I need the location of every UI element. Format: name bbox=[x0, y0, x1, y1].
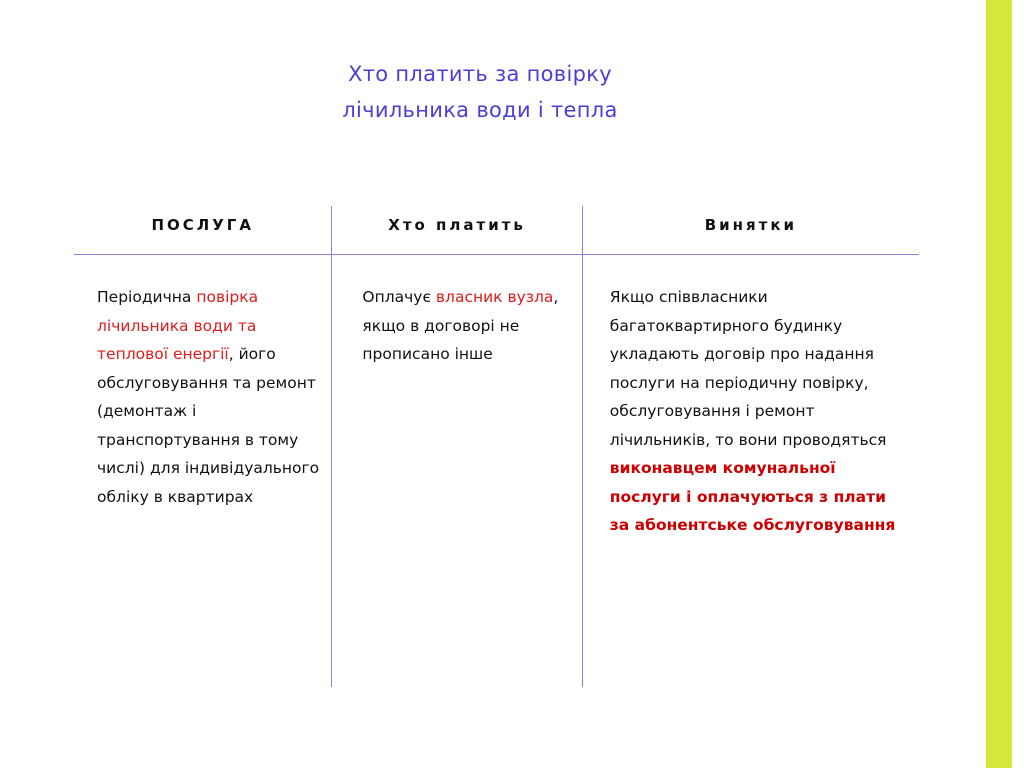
accent-bar-inner-decoration bbox=[1012, 0, 1024, 768]
table-header-cell-payer bbox=[332, 206, 582, 254]
page-title bbox=[0, 56, 960, 128]
table-header-label-service: ПОСЛУГА bbox=[151, 216, 254, 234]
service-text-highlight: повірка лічильника води та теплової енергії bbox=[97, 288, 259, 363]
table-cell-service bbox=[74, 255, 332, 687]
table-header-row bbox=[74, 206, 919, 255]
table-header-label-payer: Хто платить bbox=[388, 216, 526, 234]
table-header-cell-exceptions bbox=[583, 206, 919, 254]
table-cell-exceptions-text bbox=[583, 255, 919, 540]
service-text-part-2: , його обслуговування та ремонт (демонтаж і транспортування в тому числі) для індивідуального обліку в квартирах bbox=[97, 345, 320, 506]
table-header-cell-service bbox=[74, 206, 332, 254]
page-title-line-2: лічильника води і тепла bbox=[342, 98, 618, 122]
table-cell-service-text bbox=[74, 255, 331, 511]
table-row bbox=[74, 255, 919, 687]
payer-text-part-1: Оплачує bbox=[362, 288, 436, 306]
accent-bar-decoration bbox=[986, 0, 1024, 768]
payer-text-part-2: , якщо в договорі не прописано інше bbox=[362, 288, 559, 363]
comparison-table bbox=[74, 206, 919, 688]
table-cell-exceptions bbox=[583, 255, 919, 687]
table-header-label-exceptions: Винятки bbox=[704, 216, 798, 234]
exceptions-text-part-1: Якщо співвласники багатоквартирного будинку укладають договір про надання послуги на періодичну повірку, обслуговування і ремонт лічильників, то вони проводяться bbox=[609, 288, 887, 449]
service-text-part-1: Періодична bbox=[97, 288, 197, 306]
table-cell-payer-text bbox=[332, 255, 581, 369]
exceptions-text-highlight: виконавцем комунальної послуги і оплачуються з плати за абонентське обслуговування bbox=[609, 459, 896, 534]
page-title-line-1: Хто платить за повірку bbox=[348, 62, 612, 86]
table-cell-payer bbox=[332, 255, 582, 687]
payer-text-highlight: власник вузла bbox=[435, 288, 554, 306]
